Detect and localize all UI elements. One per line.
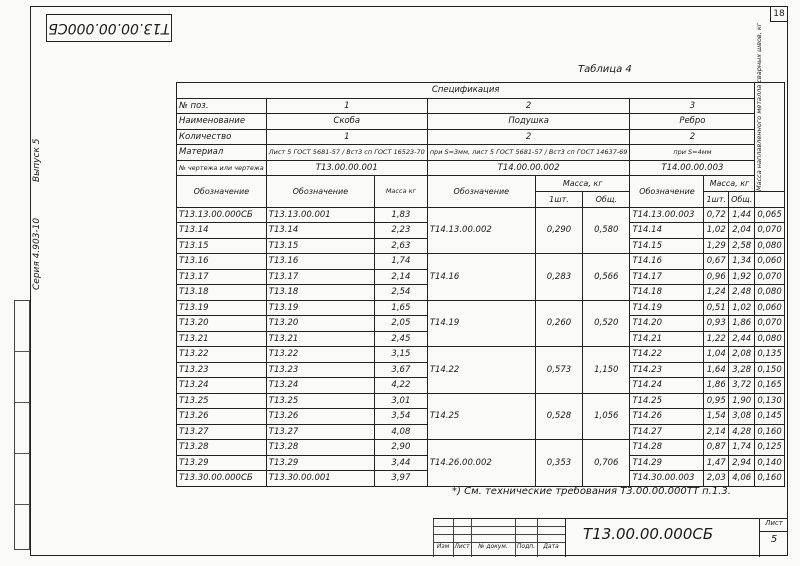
cell-part1-designation: Т13.28 xyxy=(266,440,374,456)
cell-part1-mass: 3,97 xyxy=(374,471,427,487)
cell-designation: Т13.15 xyxy=(177,238,267,254)
qty-2: 2 xyxy=(427,129,630,145)
cell-part1-designation: Т13.13.00.001 xyxy=(266,207,374,223)
cell-part3-mass-one: 1,22 xyxy=(704,331,729,347)
col-mass-1: Масса кг xyxy=(374,176,427,208)
cell-weld-mass: 0,060 xyxy=(755,254,784,270)
cell-part3-designation: Т14.25 xyxy=(630,393,704,409)
spec-title: Спецификация xyxy=(177,83,755,99)
cell-part3-mass-one: 1,04 xyxy=(704,347,729,363)
cell-part3-mass-one: 0,67 xyxy=(704,254,729,270)
cell-part3-designation: Т14.15 xyxy=(630,238,704,254)
qty-3: 2 xyxy=(630,129,755,145)
cell-part1-mass: 1,83 xyxy=(374,207,427,223)
cell-part1-designation: Т13.18 xyxy=(266,285,374,301)
table-row xyxy=(177,300,785,316)
name-1: Скоба xyxy=(266,114,427,130)
pos-3: 3 xyxy=(630,98,755,114)
pos-label: № поз. xyxy=(177,98,267,114)
cell-part3-mass-total: 3,28 xyxy=(729,362,755,378)
cell-part1-designation: Т13.19 xyxy=(266,300,374,316)
cell-designation: Т13.30.00.000СБ xyxy=(177,471,267,487)
cell-part3-mass-total: 2,94 xyxy=(729,455,755,471)
cell-part3-designation: Т14.19 xyxy=(630,300,704,316)
cell-part1-designation: Т13.22 xyxy=(266,347,374,363)
cell-part1-mass: 2,54 xyxy=(374,285,427,301)
cell-part3-mass-total: 1,92 xyxy=(729,269,755,285)
cell-part3-mass-one: 1,47 xyxy=(704,455,729,471)
page-number: 18 xyxy=(770,6,788,22)
cell-part1-designation: Т13.25 xyxy=(266,393,374,409)
cell-part2-mass-one: 0,290 xyxy=(535,207,582,254)
col-total-2: Общ. xyxy=(583,192,630,208)
cell-designation: Т13.23 xyxy=(177,362,267,378)
cell-part3-mass-one: 1,54 xyxy=(704,409,729,425)
cell-designation: Т13.28 xyxy=(177,440,267,456)
cell-weld-mass: 0,070 xyxy=(755,223,784,239)
top-stamp: Т13.00.00.000СБ xyxy=(46,14,172,42)
spec-body xyxy=(177,207,785,486)
cell-part2-designation: Т14.22 xyxy=(427,347,535,394)
col-designation-2: Обозначение xyxy=(427,176,535,208)
cell-part3-mass-one: 0,96 xyxy=(704,269,729,285)
table-row xyxy=(177,440,785,456)
cell-part2-mass-one: 0,260 xyxy=(535,300,582,347)
cell-part2-mass-total: 0,520 xyxy=(583,300,630,347)
material-label: Материал xyxy=(177,145,267,161)
weld-mass-header: Масса наплавленного металла сварных швов, кг xyxy=(755,83,784,192)
col-designation: Обозначение xyxy=(177,176,267,208)
pos-2: 2 xyxy=(427,98,630,114)
cell-weld-mass: 0,165 xyxy=(755,378,784,394)
cell-part1-designation: Т13.23 xyxy=(266,362,374,378)
cell-part1-designation: Т13.20 xyxy=(266,316,374,332)
cell-part1-mass: 3,67 xyxy=(374,362,427,378)
cell-part1-designation: Т13.27 xyxy=(266,424,374,440)
cell-part1-mass: 1,65 xyxy=(374,300,427,316)
cell-part3-mass-one: 0,87 xyxy=(704,440,729,456)
cell-part1-designation: Т13.24 xyxy=(266,378,374,394)
cell-part1-designation: Т13.15 xyxy=(266,238,374,254)
cell-part3-mass-one: 0,51 xyxy=(704,300,729,316)
title-block-labels: Изм Лист № докум. Подп. Дата xyxy=(436,543,559,550)
cell-part3-mass-total: 4,28 xyxy=(729,424,755,440)
cell-part3-mass-total: 1,90 xyxy=(729,393,755,409)
drawing-2: Т14.00.00.002 xyxy=(427,160,630,176)
cell-part1-mass: 2,45 xyxy=(374,331,427,347)
name-2: Подушка xyxy=(427,114,630,130)
material-3: при S=4мм xyxy=(630,145,755,161)
cell-part3-mass-total: 2,44 xyxy=(729,331,755,347)
cell-designation: Т13.18 xyxy=(177,285,267,301)
drawing-code: Т13.00.00.000СБ xyxy=(583,525,714,543)
cell-part2-mass-total: 0,580 xyxy=(583,207,630,254)
cell-weld-mass: 0,080 xyxy=(755,238,784,254)
col-mass-2: Масса, кг xyxy=(535,176,630,192)
cell-part2-mass-one: 0,283 xyxy=(535,254,582,301)
cell-part2-designation: Т14.16 xyxy=(427,254,535,301)
cell-part1-mass: 3,54 xyxy=(374,409,427,425)
cell-part3-mass-one: 1,64 xyxy=(704,362,729,378)
drawing-3: Т14.00.00.003 xyxy=(630,160,755,176)
cell-part3-mass-total: 1,02 xyxy=(729,300,755,316)
cell-part3-designation: Т14.23 xyxy=(630,362,704,378)
cell-part3-mass-total: 2,04 xyxy=(729,223,755,239)
sheet-box: Лист 5 xyxy=(759,519,788,557)
cell-part1-designation: Т13.21 xyxy=(266,331,374,347)
cell-part3-designation: Т14.17 xyxy=(630,269,704,285)
cell-part1-mass: 2,90 xyxy=(374,440,427,456)
drawing-1: Т13.00.00.001 xyxy=(266,160,427,176)
cell-part3-mass-total: 2,58 xyxy=(729,238,755,254)
cell-part1-mass: 2,63 xyxy=(374,238,427,254)
cell-part2-mass-one: 0,528 xyxy=(535,393,582,440)
cell-part3-mass-one: 1,29 xyxy=(704,238,729,254)
qty-label: Количество xyxy=(177,129,267,145)
cell-designation: Т13.13.00.000СБ xyxy=(177,207,267,223)
cell-part2-designation: Т14.13.00.002 xyxy=(427,207,535,254)
table-row xyxy=(177,347,785,363)
cell-weld-mass: 0,070 xyxy=(755,316,784,332)
cell-designation: Т13.16 xyxy=(177,254,267,270)
cell-part2-mass-one: 0,353 xyxy=(535,440,582,487)
cell-weld-mass: 0,070 xyxy=(755,269,784,285)
cell-part3-mass-total: 1,74 xyxy=(729,440,755,456)
cell-part3-designation: Т14.16 xyxy=(630,254,704,270)
cell-weld-mass: 0,080 xyxy=(755,331,784,347)
cell-weld-mass: 0,130 xyxy=(755,393,784,409)
cell-designation: Т13.26 xyxy=(177,409,267,425)
cell-part1-mass: 2,14 xyxy=(374,269,427,285)
name-3: Ребро xyxy=(630,114,755,130)
cell-part3-designation: Т14.20 xyxy=(630,316,704,332)
col-designation-1: Обозначение xyxy=(266,176,374,208)
cell-part3-designation: Т14.29 xyxy=(630,455,704,471)
cell-weld-mass: 0,065 xyxy=(755,207,784,223)
cell-part3-mass-one: 1,02 xyxy=(704,223,729,239)
issue-label: Выпуск 5 xyxy=(32,138,42,182)
cell-part3-mass-total: 1,86 xyxy=(729,316,755,332)
cell-part1-designation: Т13.17 xyxy=(266,269,374,285)
cell-designation: Т13.27 xyxy=(177,424,267,440)
cell-part1-mass: 2,23 xyxy=(374,223,427,239)
cell-part1-mass: 4,22 xyxy=(374,378,427,394)
cell-part1-designation: Т13.29 xyxy=(266,455,374,471)
table-caption: Таблица 4 xyxy=(578,64,632,75)
cell-designation: Т13.24 xyxy=(177,378,267,394)
cell-designation: Т13.20 xyxy=(177,316,267,332)
cell-part3-designation: Т14.13.00.003 xyxy=(630,207,704,223)
cell-part3-mass-total: 2,48 xyxy=(729,285,755,301)
cell-part1-designation: Т13.30.00.001 xyxy=(266,471,374,487)
cell-part3-mass-total: 1,34 xyxy=(729,254,755,270)
col-total-3: Общ. xyxy=(729,192,755,208)
series-label: Серия 4.903-10 xyxy=(32,217,42,290)
cell-designation: Т13.19 xyxy=(177,300,267,316)
cell-part3-designation: Т14.22 xyxy=(630,347,704,363)
cell-part1-mass: 3,15 xyxy=(374,347,427,363)
cell-part1-designation: Т13.14 xyxy=(266,223,374,239)
sheet-number: 5 xyxy=(760,531,788,545)
cell-weld-mass: 0,140 xyxy=(755,455,784,471)
cell-part3-designation: Т14.30.00.003 xyxy=(630,471,704,487)
cell-part3-mass-one: 1,24 xyxy=(704,285,729,301)
cell-part1-mass: 1,74 xyxy=(374,254,427,270)
footnote: *) См. технические требования Т3.00.00.000ТТ п.1.3. xyxy=(452,486,731,497)
cell-part3-designation: Т14.24 xyxy=(630,378,704,394)
title-block xyxy=(433,518,788,557)
col-designation-3: Обозначение xyxy=(630,176,704,208)
cell-designation: Т13.21 xyxy=(177,331,267,347)
cell-weld-mass: 0,135 xyxy=(755,347,784,363)
cell-weld-mass: 0,125 xyxy=(755,440,784,456)
cell-part2-mass-total: 1,150 xyxy=(583,347,630,394)
cell-part1-designation: Т13.26 xyxy=(266,409,374,425)
cell-part3-mass-one: 1,86 xyxy=(704,378,729,394)
table-row xyxy=(177,207,785,223)
cell-part3-mass-total: 4,06 xyxy=(729,471,755,487)
cell-part3-mass-one: 0,95 xyxy=(704,393,729,409)
table-row xyxy=(177,254,785,270)
material-1: Лист 5 ГОСТ 5681-57 / Вст3 сп ГОСТ 16523-70 xyxy=(266,145,427,161)
qty-1: 1 xyxy=(266,129,427,145)
cell-part3-mass-total: 3,08 xyxy=(729,409,755,425)
cell-part2-mass-one: 0,573 xyxy=(535,347,582,394)
cell-weld-mass: 0,080 xyxy=(755,285,784,301)
cell-part3-designation: Т14.18 xyxy=(630,285,704,301)
cell-part3-designation: Т14.26 xyxy=(630,409,704,425)
cell-part3-designation: Т14.21 xyxy=(630,331,704,347)
cell-designation: Т13.25 xyxy=(177,393,267,409)
cell-part3-mass-total: 2,08 xyxy=(729,347,755,363)
cell-part2-mass-total: 0,566 xyxy=(583,254,630,301)
cell-part1-designation: Т13.16 xyxy=(266,254,374,270)
cell-part3-mass-one: 2,03 xyxy=(704,471,729,487)
material-2: при S=3мм, лист 5 ГОСТ 5681-57 / Вст3 сп ГОСТ 14637-69 xyxy=(427,145,630,161)
cell-weld-mass: 0,145 xyxy=(755,409,784,425)
cell-weld-mass: 0,160 xyxy=(755,471,784,487)
cell-part1-mass: 3,01 xyxy=(374,393,427,409)
cell-part3-mass-total: 1,44 xyxy=(729,207,755,223)
cell-part2-designation: Т14.25 xyxy=(427,393,535,440)
cell-part2-designation: Т14.26.00.002 xyxy=(427,440,535,487)
cell-part1-mass: 4,08 xyxy=(374,424,427,440)
drawing-label: № чертежа или чертежа xyxy=(177,160,267,176)
pos-1: 1 xyxy=(266,98,427,114)
col-per-one-2: 1шт. xyxy=(535,192,582,208)
cell-designation: Т13.14 xyxy=(177,223,267,239)
name-label: Наименование xyxy=(177,114,267,130)
col-per-one-3: 1шт. xyxy=(704,192,729,208)
table-row xyxy=(177,393,785,409)
cell-designation: Т13.29 xyxy=(177,455,267,471)
cell-part3-mass-one: 2,14 xyxy=(704,424,729,440)
col-mass-3: Масса, кг xyxy=(704,176,755,192)
cell-part1-mass: 2,05 xyxy=(374,316,427,332)
cell-weld-mass: 0,160 xyxy=(755,424,784,440)
cell-weld-mass: 0,060 xyxy=(755,300,784,316)
title-block-grid xyxy=(433,519,566,557)
cell-designation: Т13.22 xyxy=(177,347,267,363)
cell-part3-mass-one: 0,93 xyxy=(704,316,729,332)
cell-part3-mass-one: 0,72 xyxy=(704,207,729,223)
cell-part2-designation: Т14.19 xyxy=(427,300,535,347)
cell-part2-mass-total: 1,056 xyxy=(583,393,630,440)
cell-part1-mass: 3,44 xyxy=(374,455,427,471)
cell-part2-mass-total: 0,706 xyxy=(583,440,630,487)
side-stamp-strip xyxy=(14,300,30,550)
cell-designation: Т13.17 xyxy=(177,269,267,285)
cell-weld-mass: 0,150 xyxy=(755,362,784,378)
side-series xyxy=(32,130,46,290)
cell-part3-designation: Т14.27 xyxy=(630,424,704,440)
cell-part3-designation: Т14.28 xyxy=(630,440,704,456)
cell-part3-designation: Т14.14 xyxy=(630,223,704,239)
cell-part3-mass-total: 3,72 xyxy=(729,378,755,394)
